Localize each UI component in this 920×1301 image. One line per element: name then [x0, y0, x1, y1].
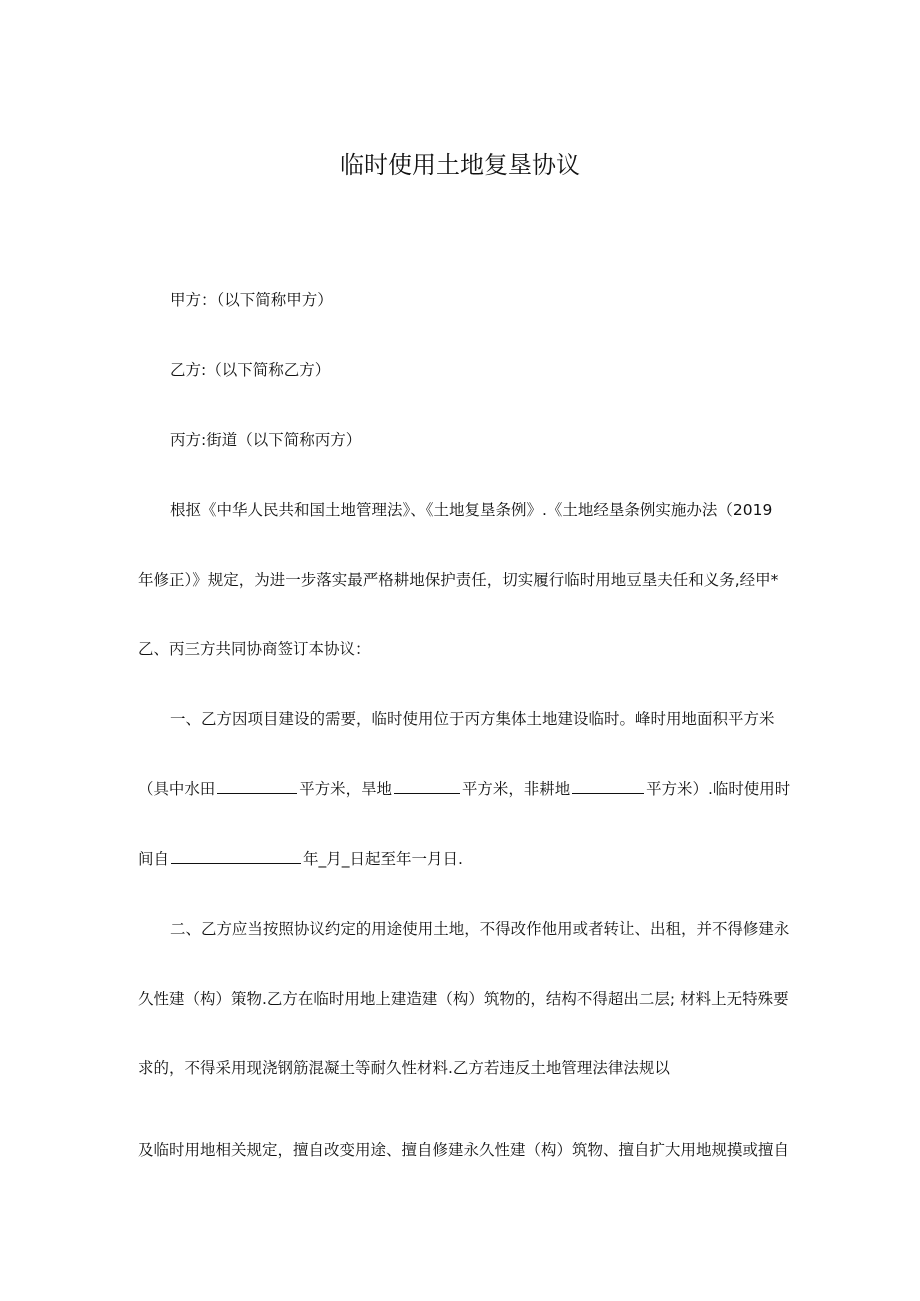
clause-1-line-2	[138, 778, 790, 800]
document-title: 临时使用土地复垦协议	[340, 151, 580, 179]
preamble-line-1: 根抠《中华人民共和国土地管理法》、《土地复垦条例》.《土地经垦条例实施办法（2019	[170, 501, 773, 519]
clause-2-line-3: 求的，不得采用现浇钢筋混凝土等耐久性材料.乙方若违反土地管理法律法规以	[138, 1059, 670, 1077]
preamble-line-2: 年修正）》规定，为进一步落实最严格耕地保护责任，切实履行临时用地豆垦夫任和义务,经甲*	[138, 571, 779, 589]
clause-1-line-3	[138, 848, 463, 870]
party-a-line: 甲方：（以下简称甲方）	[170, 291, 333, 309]
preamble-line-3: 乙、丙三方共同协商签订本协议：	[138, 640, 371, 658]
clause-1-date-text-a: 间自	[138, 850, 170, 868]
clause-1-text-b: 平方米，旱地	[299, 780, 392, 798]
start-date-blank	[171, 849, 301, 864]
clause-1-line-1: 一、乙方因项目建设的需要，临时使用位于丙方集体土地建设临时。峰时用地面积平方米	[170, 710, 775, 728]
party-b-line: 乙方:（以下简称乙方）	[170, 361, 331, 379]
clause-1-text-d: 平方米）.临时使用时	[646, 780, 791, 798]
clause-2-line-4: 及临时用地相关规定，擅自改变用途、擅自修建永久性建（构）筑物、擅自扩大用地规摸或擅自	[138, 1141, 790, 1159]
paddy-area-blank	[217, 779, 297, 794]
non-arable-area-blank	[572, 779, 644, 794]
clause-1-text-a: （具中水田	[138, 780, 216, 798]
dry-land-area-blank	[394, 779, 460, 794]
clause-2-line-2: 久性建（构）策物.乙方在临时用地上建造建（构）筑物的，结构不得超出二层; 材料上无特殊要	[138, 990, 789, 1008]
clause-1-date-text-b: 年_月_日起至年一月日.	[303, 850, 463, 868]
clause-2-line-1: 二、乙方应当按照协议约定的用途使用土地，不得改作他用或者转让、出租，并不得修建永	[170, 920, 790, 938]
party-c-line: 丙方:街道（以下简称丙方）	[170, 431, 362, 449]
clause-1-text-c: 平方米，非耕地	[461, 780, 571, 798]
